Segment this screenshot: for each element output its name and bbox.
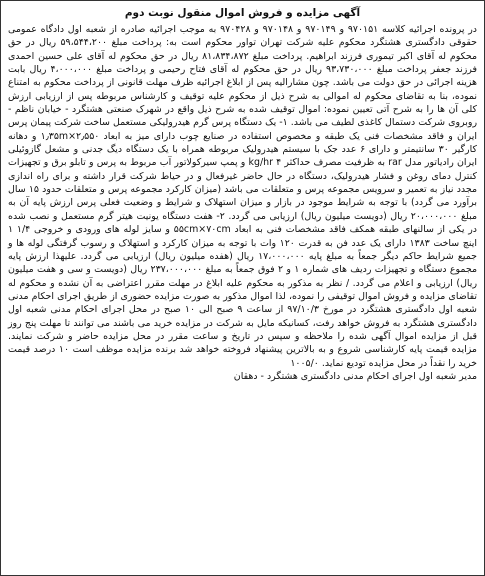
notice-signature: مدیر شعبه اول اجرای احکام مدنی دادگستری هشتگرد - دهقان	[233, 370, 477, 382]
notice-title: آگهی مزایده و فروش اموال منقول نوبت دوم	[124, 7, 361, 19]
notice-body: در پرونده اجرائیه کلاسه ۹۷۰۱۵۱ و ۹۷۰۱۴۹ و ۹۷۰۱۴۸ و ۹۷۰۴۲۸ به موجب اجرائیه صادره از شعبه اول دادگاه عمومی حقوقی دادگستری هشتگرد محکوم علیه شرکت تهران تواور محکوم است به: پرداخت مبلغ ۵۹،۵۴۴،۲۰۰ ریال در حق محکوم له آقای اکبر تیموری فرزند ابراهیم. پرداخت مبلغ ۸۱،۸۳۴،۸۷۲ ریال در حق محکوم له آقای علی حسین احمدی فرزند جعفر پرداخت مبلغ ۹۳،۷۳۰،۰۰۰ ریال در حق محکوم له آقای فتاح رحیمی و پرداخت مبلغ ۴،۰۰۰،۰۰۰ ریال بابت هزینه اجرائی در حق دولت می باشد. چون مشارالیه پس از ابلاغ اجرائیه ظرف مهلت قانونی از پرداخت محکوم به امتناع نموده، بنا به تقاضای محکوم له اموالی به شرح ذیل از محکوم علیه توقیف و کارشناس مربوطه پس از ارزیابی ارزش کلی آن ها را به شرح آتی تعیین نموده: اموال توقیف شده به شرح ذیل واقع در شهرک صنعتی هشتگرد - خیابان ناظم - روبروی شرکت دستمال کاغذی لطیف می باشد. ۱- یک دستگاه پرس گرم هیدرولیکی مستعمل ساخت شرکت پیمان پرس ایران و فاقد مشخصات فنی یک طبقه و مخصوص استفاده در صنایع چوب دارای میز به ابعاد ۱٫۳۵m×۲٫۵۵۰ و دهانه کارگیر ۳۰ سانتیمتر و دارای ۶ عدد جک با سیستم هیدرولیک مربوطه همراه با یک دستگاه دیگ جدنی و مشعل گازوئیلی ایران رادیاتور مدل rar به ظرفیت مصرف حداکثر kg/hr ۴ و پمپ سیرکولاتور آب مربوط به پرس و تابلو برق و تجهیزات کنترل دمای روغن و فشار هیدرولیک، دستگاه در حال حاضر غیرفعال و در حیاط شرکت قرار داشته و برای راه اندازی مجدد نیاز به تعمیر و سرویس مجموعه پرس و متعلقات می باشد (میزان کارکرد مجموعه پرس و متعلقات حدود ۱۵ سال برآورد می گردد) با توجه به شرایط موجود در بازار و میزان استهلاک و شرایط و وضعیت فعلی پرس ارزش پایه آن به مبلغ ۲۰،۰۰۰،۰۰۰ ریال (دویست میلیون ریال) ارزیابی می گردد. ۲- هفت دستگاه یونیت هیتر گرم مستعمل و نصب شده در یکی از سالنهای طبقه همکف فاقد مشخصات فنی به ابعاد ۵۵cm×۷۰cm و سایز لوله های ورودی و خروجی ۱/۴ ۱ اینچ ساخت ۱۳۸۳ دارای یک عدد فن به قدرت ۱۲۰ وات با توجه به میزان کارکرد و استهلاک و رسوب گرفتگی لوله ها و جمیع شرایط حاکم دیگر جمعاً به مبلغ پایه ۱۷،۰۰۰،۰۰۰ ریال (هفده میلیون ریال) ارزیابی می گردد. علیهذا ارزش پایه مجموع دستگاه و تجهیزات ردیف های شماره ۱ و ۲ فوق جمعاً به مبلغ ۲۳۷،۰۰۰،۰۰۰ ریال (دویست و سی و هفت میلیون ریال) ارزیابی و اعلام می گردد. / نظر به مذکور به محکوم علیه ابلاغ در مهلت مقرر اعتراضی به آن نشده و محکوم له تقاضای مزایده و فروش اموال توقیفی را نموده، لذا اموال مذکور به صورت مزایده حضوری از طریق اجرای احکام مدنی شعبه اول دادگستری هشتگرد در مورخ ۹۷/۱۰/۳ از ساعت ۹ صبح الی ۱۰ صبح در محل اجرای احکام مدنی شعبه اول دادگستری هشتگرد به فروش خواهد رفت، کسانیکه مایل به شرکت در مزایده خرید می باشند می توانند تا مهلت پنج روز قبل از مزایده اموال آگهی شده را ملاحظه و سپس در تاریخ و ساعت مقرر در محل مزایده حاضر و شرکت نمایند. مزایده قیمت پایه کارشناسی شروع و به بالاترین پیشنهاد فروخته خواهد شد برنده مزایده موظف است ۱۰ درصد قیمت خرید را نقداً در محل مزایده تودیع نماید. ۱۰۰۵/۰	[8, 24, 478, 369]
